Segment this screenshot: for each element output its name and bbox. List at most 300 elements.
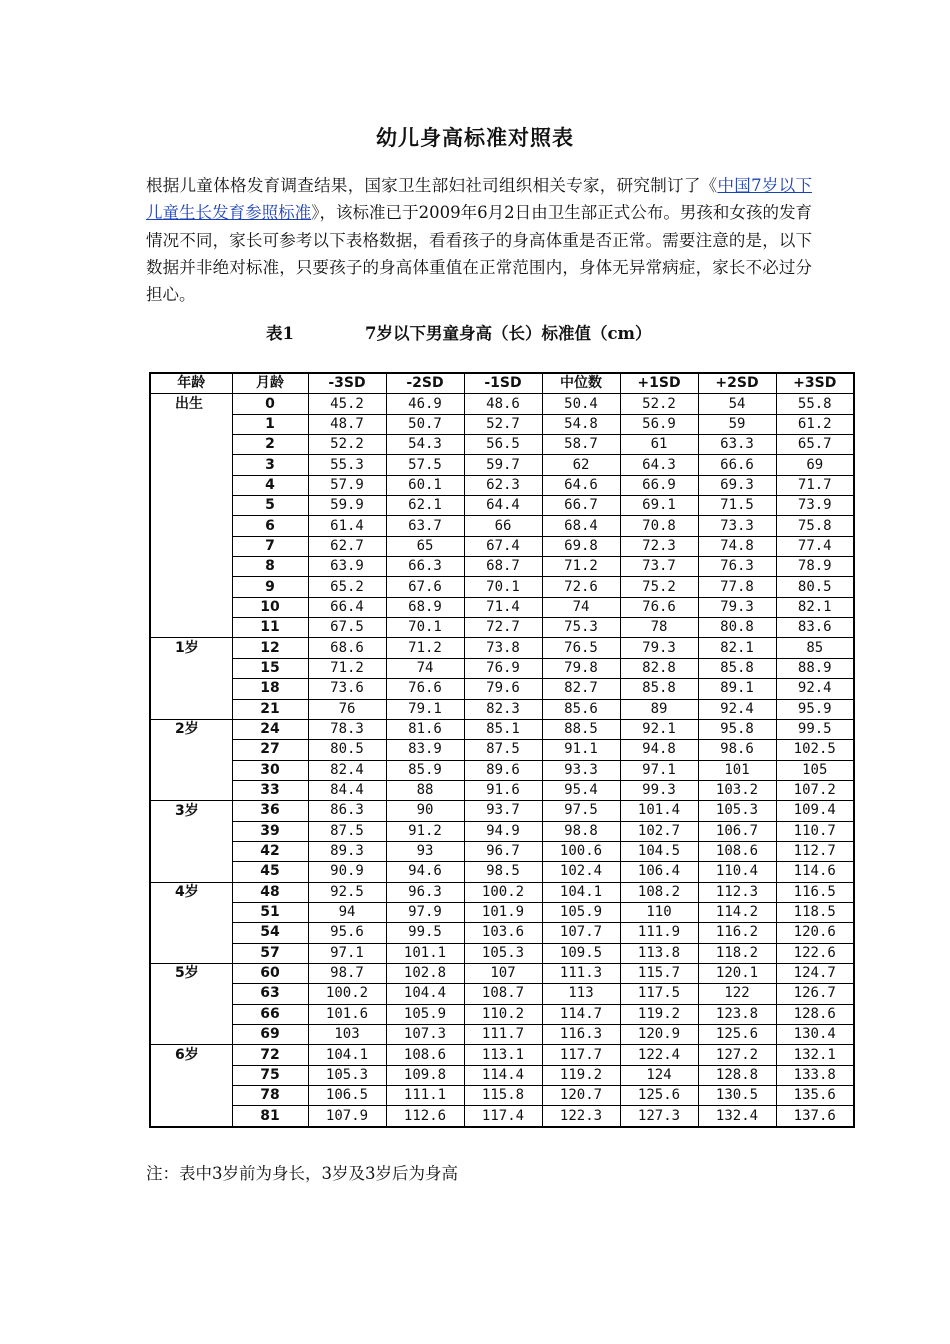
value-cell-plus1sd: 69.1	[620, 496, 698, 516]
value-cell-median: 82.7	[542, 679, 620, 699]
value-cell-minus3sd: 90.9	[308, 862, 386, 882]
age-cell	[150, 435, 232, 455]
value-cell-median: 114.7	[542, 1004, 620, 1024]
column-header-minus1sd: -1SD	[464, 373, 542, 394]
value-cell-minus2sd: 111.1	[386, 1086, 464, 1106]
month-cell: 36	[232, 801, 308, 821]
value-cell-median: 97.5	[542, 801, 620, 821]
value-cell-median: 113	[542, 984, 620, 1004]
value-cell-minus2sd: 46.9	[386, 394, 464, 414]
age-cell	[150, 1106, 232, 1127]
column-header-plus3sd: +3SD	[776, 373, 854, 394]
month-cell: 5	[232, 496, 308, 516]
table-row	[150, 1004, 854, 1024]
table-row	[150, 658, 854, 678]
table-row	[150, 1106, 854, 1127]
value-cell-median: 69.8	[542, 536, 620, 556]
value-cell-median: 50.4	[542, 394, 620, 414]
value-cell-minus3sd: 63.9	[308, 557, 386, 577]
value-cell-minus1sd: 64.4	[464, 496, 542, 516]
value-cell-plus2sd: 122	[698, 984, 776, 1004]
value-cell-plus3sd: 118.5	[776, 902, 854, 922]
table-row	[150, 536, 854, 556]
value-cell-plus3sd: 109.4	[776, 801, 854, 821]
value-cell-plus1sd: 113.8	[620, 943, 698, 963]
table-row	[150, 801, 854, 821]
age-cell	[150, 740, 232, 760]
value-cell-minus1sd: 67.4	[464, 536, 542, 556]
month-cell: 72	[232, 1045, 308, 1065]
value-cell-median: 119.2	[542, 1065, 620, 1085]
age-cell	[150, 414, 232, 434]
month-cell: 78	[232, 1086, 308, 1106]
value-cell-plus3sd: 132.1	[776, 1045, 854, 1065]
value-cell-plus2sd: 127.2	[698, 1045, 776, 1065]
value-cell-minus1sd: 71.4	[464, 597, 542, 617]
value-cell-plus3sd: 92.4	[776, 679, 854, 699]
value-cell-minus1sd: 48.6	[464, 394, 542, 414]
value-cell-plus3sd: 82.1	[776, 597, 854, 617]
value-cell-minus1sd: 73.8	[464, 638, 542, 658]
value-cell-plus1sd: 122.4	[620, 1045, 698, 1065]
month-cell: 7	[232, 536, 308, 556]
value-cell-median: 117.7	[542, 1045, 620, 1065]
value-cell-plus1sd: 115.7	[620, 963, 698, 983]
value-cell-median: 74	[542, 597, 620, 617]
value-cell-plus3sd: 110.7	[776, 821, 854, 841]
value-cell-median: 104.1	[542, 882, 620, 902]
value-cell-minus1sd: 93.7	[464, 801, 542, 821]
value-cell-plus2sd: 77.8	[698, 577, 776, 597]
month-cell: 30	[232, 760, 308, 780]
value-cell-plus1sd: 99.3	[620, 780, 698, 800]
value-cell-minus2sd: 99.5	[386, 923, 464, 943]
value-cell-minus1sd: 108.7	[464, 984, 542, 1004]
value-cell-plus2sd: 54	[698, 394, 776, 414]
value-cell-minus1sd: 111.7	[464, 1025, 542, 1045]
table-note: 注：表中3岁前为身长，3岁及3岁后为身高	[146, 1164, 458, 1183]
value-cell-plus3sd: 130.4	[776, 1025, 854, 1045]
value-cell-plus3sd: 69	[776, 455, 854, 475]
value-cell-plus3sd: 112.7	[776, 841, 854, 861]
value-cell-minus3sd: 73.6	[308, 679, 386, 699]
column-header-plus2sd: +2SD	[698, 373, 776, 394]
value-cell-minus3sd: 62.7	[308, 536, 386, 556]
value-cell-plus1sd: 56.9	[620, 414, 698, 434]
table-row	[150, 618, 854, 638]
value-cell-median: 102.4	[542, 862, 620, 882]
age-cell	[150, 1065, 232, 1085]
value-cell-median: 120.7	[542, 1086, 620, 1106]
value-cell-plus3sd: 114.6	[776, 862, 854, 882]
table-body	[150, 394, 854, 1127]
table-row	[150, 780, 854, 800]
table-row	[150, 516, 854, 536]
value-cell-plus3sd: 71.7	[776, 475, 854, 495]
month-cell: 81	[232, 1106, 308, 1127]
value-cell-minus2sd: 68.9	[386, 597, 464, 617]
value-cell-median: 72.6	[542, 577, 620, 597]
value-cell-median: 75.3	[542, 618, 620, 638]
standard-link[interactable]: 中国7岁以下儿童生长发育参照标准	[146, 176, 813, 223]
value-cell-minus3sd: 45.2	[308, 394, 386, 414]
value-cell-plus1sd: 61	[620, 435, 698, 455]
intro-text-continued: 》，该标准已于2009年6月2日由卫生部正式公布。男孩和女孩的发育情况不同，家长可参考以下表格数据，看看孩子的身高体重是否正常。需要注意的是，以下数据并非绝对标准，只要孩子的身高体重值在正常范围内，身体无异常病症，家长不必过分担心。	[146, 203, 812, 305]
value-cell-plus1sd: 110	[620, 902, 698, 922]
value-cell-plus1sd: 78	[620, 618, 698, 638]
value-cell-plus3sd: 120.6	[776, 923, 854, 943]
value-cell-plus3sd: 102.5	[776, 740, 854, 760]
value-cell-plus1sd: 89	[620, 699, 698, 719]
value-cell-median: 116.3	[542, 1025, 620, 1045]
value-cell-plus1sd: 73.7	[620, 557, 698, 577]
value-cell-plus3sd: 75.8	[776, 516, 854, 536]
value-cell-plus1sd: 52.2	[620, 394, 698, 414]
value-cell-minus3sd: 107.9	[308, 1106, 386, 1127]
value-cell-minus3sd: 84.4	[308, 780, 386, 800]
value-cell-minus1sd: 107	[464, 963, 542, 983]
value-cell-minus3sd: 92.5	[308, 882, 386, 902]
month-cell: 11	[232, 618, 308, 638]
value-cell-plus3sd: 99.5	[776, 719, 854, 739]
value-cell-plus3sd: 107.2	[776, 780, 854, 800]
value-cell-plus3sd: 88.9	[776, 658, 854, 678]
month-cell: 21	[232, 699, 308, 719]
value-cell-minus1sd: 82.3	[464, 699, 542, 719]
value-cell-minus2sd: 70.1	[386, 618, 464, 638]
age-cell	[150, 577, 232, 597]
value-cell-minus2sd: 81.6	[386, 719, 464, 739]
value-cell-minus2sd: 96.3	[386, 882, 464, 902]
value-cell-plus2sd: 98.6	[698, 740, 776, 760]
value-cell-plus2sd: 118.2	[698, 943, 776, 963]
value-cell-minus1sd: 94.9	[464, 821, 542, 841]
table-row	[150, 821, 854, 841]
month-cell: 2	[232, 435, 308, 455]
value-cell-plus2sd: 110.4	[698, 862, 776, 882]
value-cell-minus3sd: 95.6	[308, 923, 386, 943]
value-cell-minus1sd: 117.4	[464, 1106, 542, 1127]
value-cell-minus2sd: 97.9	[386, 902, 464, 922]
table-row	[150, 841, 854, 861]
table-row	[150, 902, 854, 922]
value-cell-plus2sd: 89.1	[698, 679, 776, 699]
value-cell-median: 107.7	[542, 923, 620, 943]
value-cell-plus2sd: 112.3	[698, 882, 776, 902]
table-number: 表1	[266, 324, 294, 343]
month-cell: 6	[232, 516, 308, 536]
value-cell-plus1sd: 124	[620, 1065, 698, 1085]
value-cell-plus2sd: 95.8	[698, 719, 776, 739]
value-cell-minus3sd: 104.1	[308, 1045, 386, 1065]
table-row	[150, 414, 854, 434]
month-cell: 42	[232, 841, 308, 861]
table-row	[150, 963, 854, 983]
table-row	[150, 882, 854, 902]
value-cell-minus2sd: 88	[386, 780, 464, 800]
value-cell-median: 54.8	[542, 414, 620, 434]
value-cell-minus1sd: 105.3	[464, 943, 542, 963]
age-cell	[150, 943, 232, 963]
month-cell: 69	[232, 1025, 308, 1045]
table-caption-text: 7岁以下男童身高（长）标准值（cm）	[365, 324, 652, 343]
value-cell-median: 122.3	[542, 1106, 620, 1127]
value-cell-plus3sd: 77.4	[776, 536, 854, 556]
value-cell-plus1sd: 75.2	[620, 577, 698, 597]
age-cell	[150, 699, 232, 719]
value-cell-minus2sd: 63.7	[386, 516, 464, 536]
value-cell-minus3sd: 59.9	[308, 496, 386, 516]
value-cell-median: 71.2	[542, 557, 620, 577]
value-cell-plus1sd: 108.2	[620, 882, 698, 902]
age-cell: 5岁	[150, 963, 232, 983]
value-cell-minus3sd: 78.3	[308, 719, 386, 739]
value-cell-plus1sd: 104.5	[620, 841, 698, 861]
table-row	[150, 699, 854, 719]
intro-text: 根据儿童体格发育调查结果，国家卫生部妇社司组织相关专家，研究制订了《	[146, 176, 718, 195]
value-cell-minus1sd: 68.7	[464, 557, 542, 577]
value-cell-minus1sd: 70.1	[464, 577, 542, 597]
table-row	[150, 760, 854, 780]
value-cell-minus3sd: 97.1	[308, 943, 386, 963]
value-cell-minus2sd: 65	[386, 536, 464, 556]
value-cell-plus2sd: 59	[698, 414, 776, 434]
value-cell-minus3sd: 82.4	[308, 760, 386, 780]
value-cell-minus2sd: 104.4	[386, 984, 464, 1004]
value-cell-minus3sd: 80.5	[308, 740, 386, 760]
table-row	[150, 719, 854, 739]
month-cell: 57	[232, 943, 308, 963]
value-cell-median: 105.9	[542, 902, 620, 922]
value-cell-plus1sd: 97.1	[620, 760, 698, 780]
value-cell-minus3sd: 87.5	[308, 821, 386, 841]
value-cell-median: 100.6	[542, 841, 620, 861]
month-cell: 12	[232, 638, 308, 658]
month-cell: 33	[232, 780, 308, 800]
value-cell-plus2sd: 92.4	[698, 699, 776, 719]
page-title: 幼儿身高标准对照表	[376, 125, 574, 150]
value-cell-minus2sd: 90	[386, 801, 464, 821]
age-cell: 出生	[150, 394, 232, 414]
value-cell-minus3sd: 106.5	[308, 1086, 386, 1106]
value-cell-minus1sd: 66	[464, 516, 542, 536]
month-cell: 63	[232, 984, 308, 1004]
column-header-month: 月龄	[232, 373, 308, 394]
value-cell-minus1sd: 59.7	[464, 455, 542, 475]
value-cell-minus1sd: 56.5	[464, 435, 542, 455]
intro-paragraph	[146, 172, 812, 308]
table-row	[150, 557, 854, 577]
value-cell-plus3sd: 126.7	[776, 984, 854, 1004]
value-cell-minus3sd: 66.4	[308, 597, 386, 617]
value-cell-plus3sd: 137.6	[776, 1106, 854, 1127]
value-cell-plus3sd: 95.9	[776, 699, 854, 719]
value-cell-minus1sd: 52.7	[464, 414, 542, 434]
value-cell-median: 66.7	[542, 496, 620, 516]
age-cell	[150, 780, 232, 800]
value-cell-minus1sd: 87.5	[464, 740, 542, 760]
age-cell	[150, 902, 232, 922]
age-cell: 4岁	[150, 882, 232, 902]
month-cell: 8	[232, 557, 308, 577]
value-cell-plus2sd: 71.5	[698, 496, 776, 516]
value-cell-minus3sd: 68.6	[308, 638, 386, 658]
value-cell-minus1sd: 103.6	[464, 923, 542, 943]
age-cell	[150, 516, 232, 536]
month-cell: 45	[232, 862, 308, 882]
value-cell-plus2sd: 76.3	[698, 557, 776, 577]
table-row	[150, 638, 854, 658]
value-cell-minus2sd: 109.8	[386, 1065, 464, 1085]
table-row	[150, 394, 854, 414]
value-cell-minus1sd: 98.5	[464, 862, 542, 882]
value-cell-median: 62	[542, 455, 620, 475]
value-cell-plus2sd: 130.5	[698, 1086, 776, 1106]
value-cell-plus1sd: 120.9	[620, 1025, 698, 1045]
value-cell-minus3sd: 94	[308, 902, 386, 922]
value-cell-minus2sd: 108.6	[386, 1045, 464, 1065]
value-cell-minus2sd: 50.7	[386, 414, 464, 434]
value-cell-plus3sd: 80.5	[776, 577, 854, 597]
value-cell-minus2sd: 54.3	[386, 435, 464, 455]
value-cell-plus1sd: 72.3	[620, 536, 698, 556]
value-cell-minus3sd: 55.3	[308, 455, 386, 475]
month-cell: 51	[232, 902, 308, 922]
value-cell-median: 93.3	[542, 760, 620, 780]
table-row	[150, 435, 854, 455]
value-cell-minus2sd: 105.9	[386, 1004, 464, 1024]
age-cell	[150, 536, 232, 556]
column-header-age: 年龄	[150, 373, 232, 394]
value-cell-plus3sd: 128.6	[776, 1004, 854, 1024]
age-cell	[150, 1086, 232, 1106]
value-cell-minus1sd: 115.8	[464, 1086, 542, 1106]
table-row	[150, 577, 854, 597]
value-cell-minus1sd: 72.7	[464, 618, 542, 638]
value-cell-minus2sd: 102.8	[386, 963, 464, 983]
value-cell-plus1sd: 82.8	[620, 658, 698, 678]
value-cell-plus3sd: 124.7	[776, 963, 854, 983]
column-header-minus3sd: -3SD	[308, 373, 386, 394]
age-cell: 2岁	[150, 719, 232, 739]
value-cell-plus2sd: 114.2	[698, 902, 776, 922]
value-cell-plus1sd: 94.8	[620, 740, 698, 760]
value-cell-plus2sd: 69.3	[698, 475, 776, 495]
month-cell: 48	[232, 882, 308, 902]
value-cell-plus1sd: 117.5	[620, 984, 698, 1004]
value-cell-plus1sd: 106.4	[620, 862, 698, 882]
month-cell: 0	[232, 394, 308, 414]
age-cell	[150, 618, 232, 638]
value-cell-plus1sd: 127.3	[620, 1106, 698, 1127]
table-row	[150, 943, 854, 963]
value-cell-plus2sd: 125.6	[698, 1025, 776, 1045]
value-cell-plus3sd: 83.6	[776, 618, 854, 638]
age-cell	[150, 496, 232, 516]
month-cell: 18	[232, 679, 308, 699]
value-cell-minus1sd: 100.2	[464, 882, 542, 902]
value-cell-minus2sd: 67.6	[386, 577, 464, 597]
age-cell	[150, 475, 232, 495]
value-cell-minus1sd: 96.7	[464, 841, 542, 861]
value-cell-minus3sd: 98.7	[308, 963, 386, 983]
value-cell-plus2sd: 105.3	[698, 801, 776, 821]
value-cell-plus2sd: 132.4	[698, 1106, 776, 1127]
table-row	[150, 1065, 854, 1085]
table-row	[150, 475, 854, 495]
age-cell	[150, 841, 232, 861]
value-cell-median: 64.6	[542, 475, 620, 495]
value-cell-minus1sd: 110.2	[464, 1004, 542, 1024]
value-cell-minus3sd: 86.3	[308, 801, 386, 821]
age-cell	[150, 1004, 232, 1024]
age-cell	[150, 455, 232, 475]
value-cell-minus1sd: 62.3	[464, 475, 542, 495]
value-cell-plus2sd: 74.8	[698, 536, 776, 556]
value-cell-plus1sd: 64.3	[620, 455, 698, 475]
value-cell-minus1sd: 79.6	[464, 679, 542, 699]
value-cell-minus3sd: 67.5	[308, 618, 386, 638]
table-row	[150, 597, 854, 617]
value-cell-minus1sd: 101.9	[464, 902, 542, 922]
value-cell-plus3sd: 65.7	[776, 435, 854, 455]
height-standard-table	[149, 372, 853, 1128]
month-cell: 24	[232, 719, 308, 739]
value-cell-plus1sd: 79.3	[620, 638, 698, 658]
table-row	[150, 1025, 854, 1045]
value-cell-minus1sd: 85.1	[464, 719, 542, 739]
month-cell: 9	[232, 577, 308, 597]
value-cell-minus1sd: 89.6	[464, 760, 542, 780]
table-row	[150, 679, 854, 699]
month-cell: 54	[232, 923, 308, 943]
value-cell-minus3sd: 100.2	[308, 984, 386, 1004]
table-row	[150, 984, 854, 1004]
age-cell	[150, 923, 232, 943]
value-cell-plus3sd: 73.9	[776, 496, 854, 516]
month-cell: 1	[232, 414, 308, 434]
data-table	[149, 372, 855, 1128]
month-cell: 39	[232, 821, 308, 841]
age-cell	[150, 821, 232, 841]
table-row	[150, 862, 854, 882]
value-cell-plus1sd: 76.6	[620, 597, 698, 617]
age-cell	[150, 679, 232, 699]
value-cell-plus1sd: 66.9	[620, 475, 698, 495]
value-cell-median: 111.3	[542, 963, 620, 983]
value-cell-minus1sd: 76.9	[464, 658, 542, 678]
value-cell-minus2sd: 83.9	[386, 740, 464, 760]
value-cell-minus3sd: 76	[308, 699, 386, 719]
value-cell-plus2sd: 116.2	[698, 923, 776, 943]
value-cell-plus3sd: 61.2	[776, 414, 854, 434]
value-cell-minus2sd: 66.3	[386, 557, 464, 577]
month-cell: 3	[232, 455, 308, 475]
value-cell-minus2sd: 112.6	[386, 1106, 464, 1127]
value-cell-plus1sd: 125.6	[620, 1086, 698, 1106]
value-cell-median: 91.1	[542, 740, 620, 760]
value-cell-minus2sd: 76.6	[386, 679, 464, 699]
value-cell-minus3sd: 105.3	[308, 1065, 386, 1085]
value-cell-plus2sd: 108.6	[698, 841, 776, 861]
month-cell: 66	[232, 1004, 308, 1024]
age-cell	[150, 658, 232, 678]
value-cell-plus2sd: 103.2	[698, 780, 776, 800]
value-cell-minus1sd: 114.4	[464, 1065, 542, 1085]
age-cell	[150, 862, 232, 882]
value-cell-minus1sd: 91.6	[464, 780, 542, 800]
value-cell-plus2sd: 73.3	[698, 516, 776, 536]
